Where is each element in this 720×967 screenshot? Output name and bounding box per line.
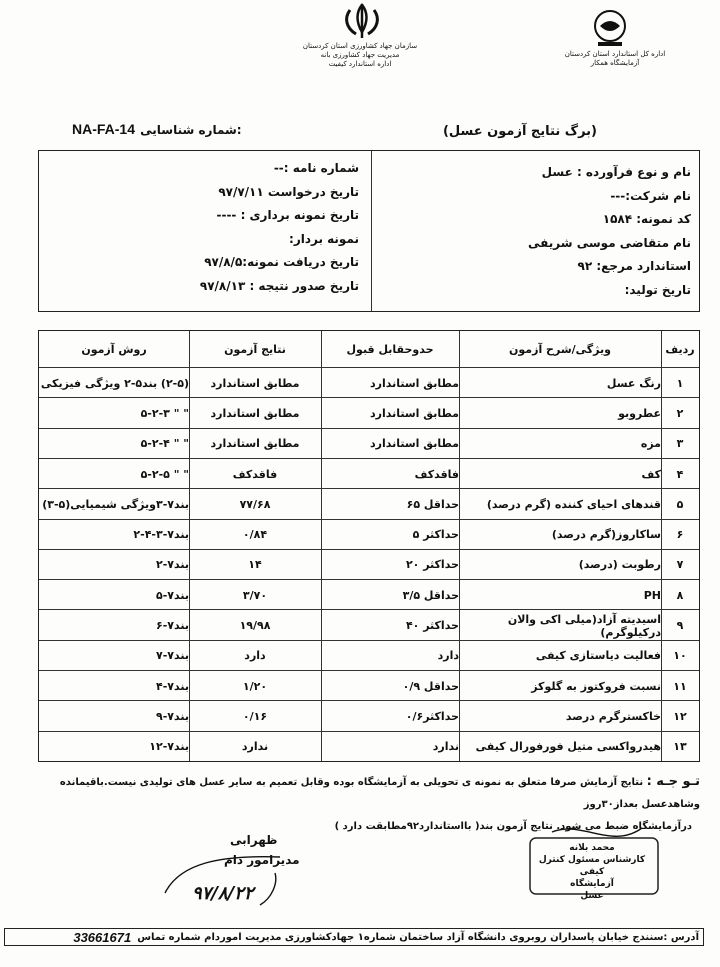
test-description: رطوبت (درصد)	[578, 558, 661, 572]
row-number: ۱۱	[673, 679, 687, 693]
info-product: نام و نوع فرآورده : عسل	[541, 165, 691, 179]
stamp-title: کارشناس مسئول کنترل کیفی	[538, 855, 646, 877]
test-description: PH	[643, 588, 661, 602]
lab-stamp	[522, 820, 662, 901]
test-method: بند۷-۱۲	[149, 740, 189, 754]
test-description: مزه	[640, 437, 661, 451]
table-row	[39, 579, 699, 610]
table-row	[39, 640, 699, 671]
row-number: ۱۲	[673, 710, 687, 724]
test-description: اسیدیته آزاد(میلی اکی والان درکیلوگرم)	[507, 612, 661, 639]
test-result: ۱۴	[248, 558, 262, 572]
test-result: مطابق استاندارد	[210, 406, 300, 420]
acceptable-limit: مطابق استاندارد	[370, 406, 459, 420]
table-row	[39, 609, 699, 640]
note-label: تـو جـه :	[646, 774, 700, 789]
info-right-column	[381, 161, 691, 302]
iran-emblem-logo	[340, 2, 384, 42]
table-row	[39, 519, 699, 550]
row-number: ۸	[676, 588, 684, 602]
results-table	[38, 330, 700, 762]
row-number: ۶	[676, 528, 684, 542]
test-method: بند۷-۵	[156, 588, 189, 602]
test-method: " " ۵-۲-۳	[140, 406, 189, 420]
document-title: (برگ نتایج آزمون عسل)	[442, 124, 597, 139]
stamp-lab: آزمایشگاه	[570, 879, 614, 889]
test-description: رنگ عسل	[606, 376, 661, 390]
table-row	[39, 458, 699, 489]
header-test-method: روش آزمون	[81, 342, 147, 356]
test-description: فعالیت دیاستازی کیفی	[535, 649, 661, 663]
header-row-number: ردیف	[665, 342, 695, 356]
info-received-date: تاریخ دریافت نمونه:۹۷/۸/۵	[204, 255, 359, 269]
table-row	[39, 488, 699, 519]
standard-org-logo	[592, 8, 628, 48]
left-signer-name: ظهرابی	[230, 833, 278, 847]
test-result: مطابق استاندارد	[210, 376, 300, 390]
header-test-description: ویژگی/شرح آزمون	[509, 342, 611, 356]
test-result: فاقدکف	[232, 467, 278, 481]
test-result: ۰/۸۴	[242, 528, 268, 542]
info-issue-date: تاریخ صدور نتیجه : ۹۷/۸/۱۳	[199, 278, 359, 293]
info-request-date: تاریخ درخواست ۹۷/۷/۱۱	[218, 184, 359, 199]
test-description: کف	[641, 467, 661, 481]
row-number: ۹	[676, 619, 684, 633]
test-result: ۰/۱۶	[242, 710, 268, 724]
header-acceptable-limit: حدوحقابل قبول	[346, 342, 434, 356]
id-code: NA-FA-14	[72, 121, 136, 137]
test-method: بند۷-۲	[156, 558, 189, 572]
note-line-2: درآزمایشگاه ضبط می شود. نتایج آزمون بند( بااستاندارد۹۲مطابقت دارد )	[334, 821, 692, 832]
acceptable-limit: مطابق استاندارد	[370, 437, 459, 451]
handwritten-signature	[160, 843, 310, 913]
note-text-1: نتایج آزمایش صرفا متعلق به نمونه ی تحویلی به آزمایشگاه بوده وقابل تعمیم به سایر عسل های تولیدی نیست.باقیمانده وشاهدعسل بعداز۳۰روز	[59, 777, 700, 810]
info-box	[38, 150, 700, 312]
test-method: (۲-۵) بند۵-۲ ویژگی فیزیکی	[40, 376, 189, 390]
test-result: ۷۷/۶۸	[239, 497, 271, 511]
acceptable-limit: حداقل ۰/۹	[402, 679, 459, 693]
left-signature	[160, 825, 310, 915]
test-method: بند۷-۷	[156, 649, 189, 663]
right-org-heading: اداره کل استاندارد استان کردستان آزمایشگاه همکار	[564, 50, 666, 67]
test-method: " " ۵-۲-۴	[140, 437, 189, 451]
footer-phone: 33661671	[73, 929, 132, 945]
acceptable-limit: حداکثر ۴۰	[405, 619, 459, 633]
acceptable-limit: فاقدکف	[414, 467, 459, 481]
info-production-date: تاریخ تولید:	[624, 282, 691, 297]
id-label: شماره شناسایی:	[140, 123, 242, 137]
info-applicant: نام متقاضی موسی شریفی	[528, 235, 691, 250]
test-result: ۳/۷۰	[242, 588, 268, 602]
footer-address-box	[4, 928, 704, 946]
test-result: ۱/۲۰	[242, 679, 268, 693]
row-number: ۲	[676, 406, 684, 420]
acceptable-limit: حداکثر۰/۶	[405, 710, 459, 724]
row-number: ۱۰	[673, 649, 687, 663]
info-left-column	[59, 157, 359, 298]
row-number: ۱	[676, 376, 684, 390]
footer-address: آدرس :سنندج خیابان پاسداران روبروی دانشگاه آزاد ساختمان شماره۱ جهادکشاورزی مدیریت اموردام شماره تماس	[137, 931, 699, 943]
info-company: نام شرکت:---	[610, 188, 691, 203]
test-description: عطروبو	[618, 406, 661, 420]
left-signer-title: مدیرامور دام	[224, 853, 300, 867]
test-result: مطابق استاندارد	[210, 437, 300, 451]
test-method: بند۷-۹	[156, 710, 189, 724]
acceptable-limit: حداکثر ۵	[412, 528, 459, 542]
row-number: ۴	[676, 467, 684, 481]
info-reference-standard: استاندارد مرجع: ۹۲	[577, 259, 691, 273]
note-line-1	[20, 771, 700, 816]
test-method: بند۷-۴	[156, 679, 189, 693]
row-number: ۱۳	[673, 740, 687, 754]
table-row	[39, 428, 699, 459]
acceptable-limit: حداقل ۶۵	[406, 497, 459, 511]
acceptable-limit: مطابق استاندارد	[370, 376, 459, 390]
test-method: بند۷-۳-۴-۲	[133, 528, 189, 542]
id-number	[72, 119, 272, 137]
test-description: خاکسترگرم درصد	[565, 710, 661, 724]
row-number: ۷	[676, 558, 684, 572]
acceptable-limit: حداقل ۳/۵	[402, 588, 459, 602]
table-row	[39, 731, 699, 762]
acceptable-limit: ندارد	[432, 740, 459, 754]
test-description: قندهای احیای کننده (گرم درصد)	[486, 497, 661, 511]
table-row	[39, 549, 699, 580]
left-signed-date: ۹۷/۸/۲۲	[192, 883, 254, 904]
row-number: ۵	[676, 497, 684, 511]
info-sample-code: کد نمونه: ۱۵۸۴	[602, 212, 691, 226]
test-result: ۱۹/۹۸	[239, 619, 271, 633]
test-description: ساکاروز(گرم درصد)	[551, 528, 661, 542]
test-description: هیدرواکسی متیل فورفورال کیفی	[475, 740, 661, 754]
left-org-heading: سازمان جهاد کشاورزی استان کردستان مدیریت جهاد کشاورزی بانه اداره استاندارد کیفیت	[302, 42, 418, 68]
table-row	[39, 700, 699, 731]
test-method: " " ۵-۲-۵	[140, 467, 189, 481]
row-number: ۳	[676, 437, 684, 451]
acceptable-limit: حداکثر ۲۰	[405, 558, 459, 572]
test-description: نسبت فروکتوز به گلوکز	[531, 679, 661, 693]
stamp-item: عسل	[580, 891, 604, 901]
acceptable-limit: دارد	[437, 649, 459, 663]
test-method: بند۷-۳ویژگی شیمیایی(۵-۳)	[42, 497, 189, 511]
info-letter-number: شماره نامه :--	[273, 161, 359, 175]
header-test-result: نتایج آزمون	[224, 342, 286, 356]
test-result: دارد	[244, 649, 266, 663]
stamp-name: محمد بلانه	[569, 843, 615, 853]
table-header	[39, 331, 699, 367]
info-sampler: نمونه بردار:	[289, 231, 359, 246]
table-row	[39, 670, 699, 701]
test-method: بند۷-۶	[156, 619, 189, 633]
test-result: ندارد	[241, 740, 269, 754]
info-sampling-date: تاریخ نمونه برداری : ----	[216, 208, 359, 222]
table-row	[39, 397, 699, 428]
table-row	[39, 367, 699, 398]
